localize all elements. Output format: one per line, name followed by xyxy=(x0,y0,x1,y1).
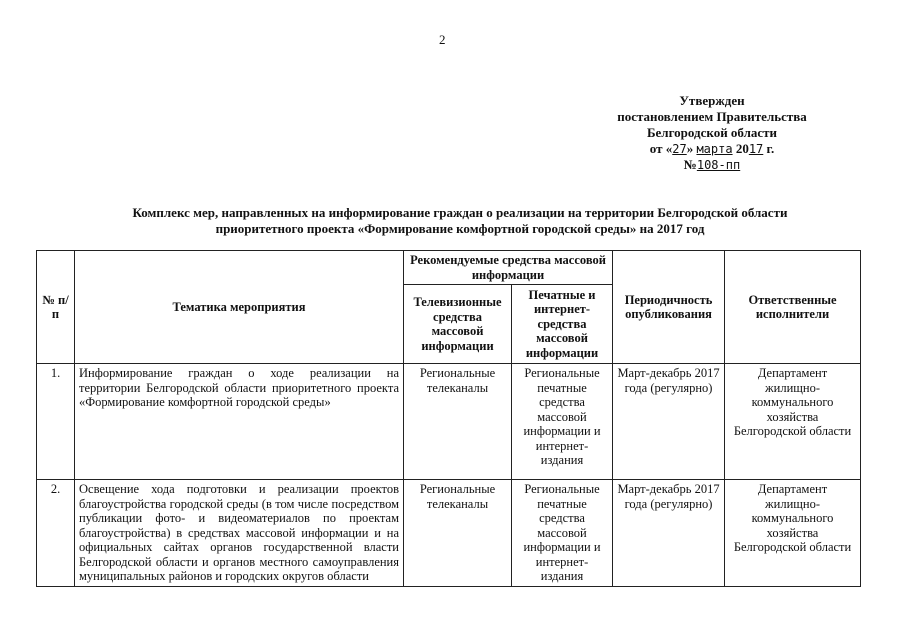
header-row-1 xyxy=(37,251,861,285)
row-topic: Освещение хода подготовки и реализации проектов благоустройства городской среды (в том числе посредством публикации фото- и видеоматериалов по проектам благоустройства) в средствах массовой информации и на официальных сайтах органов государственной власти Белгородской области и органов местного самоуправления муниципальных районов и городских округов области xyxy=(75,480,404,587)
row-num: 2. xyxy=(37,480,75,587)
header-responsible: Ответственные исполнители xyxy=(725,251,861,364)
row-tv: Региональные телеканалы xyxy=(404,480,512,587)
approval-line-3: Белгородской области xyxy=(646,125,778,140)
row-print: Региональные печатные средства массовой информации и интернет-издания xyxy=(512,480,613,587)
approval-line-2: постановлением Правительства xyxy=(617,109,807,124)
number-value: 108-пп xyxy=(696,158,741,172)
number-prefix: № xyxy=(683,157,697,172)
document-title xyxy=(70,205,850,237)
date-mid: » xyxy=(686,141,694,156)
date-month: марта xyxy=(696,142,733,156)
row-period: Март-декабрь 2017 года (регулярно) xyxy=(613,364,725,480)
header-print: Печатные и интернет-средства массовой информации xyxy=(512,285,613,364)
approval-number xyxy=(600,157,824,173)
row-num: 1. xyxy=(37,364,75,480)
header-num: № п/п xyxy=(37,251,75,364)
page-number: 2 xyxy=(439,32,446,47)
measures-table xyxy=(36,250,861,587)
table-row xyxy=(37,480,861,587)
row-topic: Информирование граждан о ходе реализации на территории Белгородской области приоритетного проекта «Формирование комфортной городской среды» xyxy=(75,364,404,480)
date-day: 27 xyxy=(672,142,687,156)
date-prefix: от « xyxy=(649,141,673,156)
row-print: Региональные печатные средства массовой информации и интернет-издания xyxy=(512,364,613,480)
header-tv: Телевизионные средства массовой информации xyxy=(404,285,512,364)
row-responsible: Департамент жилищно-коммунального хозяйства Белгородской области xyxy=(725,364,861,480)
row-period: Март-декабрь 2017 года (регулярно) xyxy=(613,480,725,587)
title-line-1: Комплекс мер, направленных на информирование граждан о реализации на территории Белгородской области xyxy=(132,205,788,220)
date-suffix: г. xyxy=(766,141,775,156)
header-media-group: Рекомендуемые средства массовой информации xyxy=(404,251,613,285)
title-line-2: приоритетного проекта «Формирование комфортной городской среды» на 2017 год xyxy=(215,221,705,236)
header-topic: Тематика мероприятия xyxy=(75,251,404,364)
approval-date xyxy=(600,141,824,157)
header-period: Периодичность опубликования xyxy=(613,251,725,364)
approval-block xyxy=(600,93,824,173)
approval-line-1: Утвержден xyxy=(679,93,745,108)
row-tv: Региональные телеканалы xyxy=(404,364,512,480)
date-year: 17 xyxy=(748,142,764,156)
row-responsible: Департамент жилищно-коммунального хозяйства Белгородской области xyxy=(725,480,861,587)
table-row xyxy=(37,364,861,480)
date-year-prefix: 20 xyxy=(735,141,749,156)
